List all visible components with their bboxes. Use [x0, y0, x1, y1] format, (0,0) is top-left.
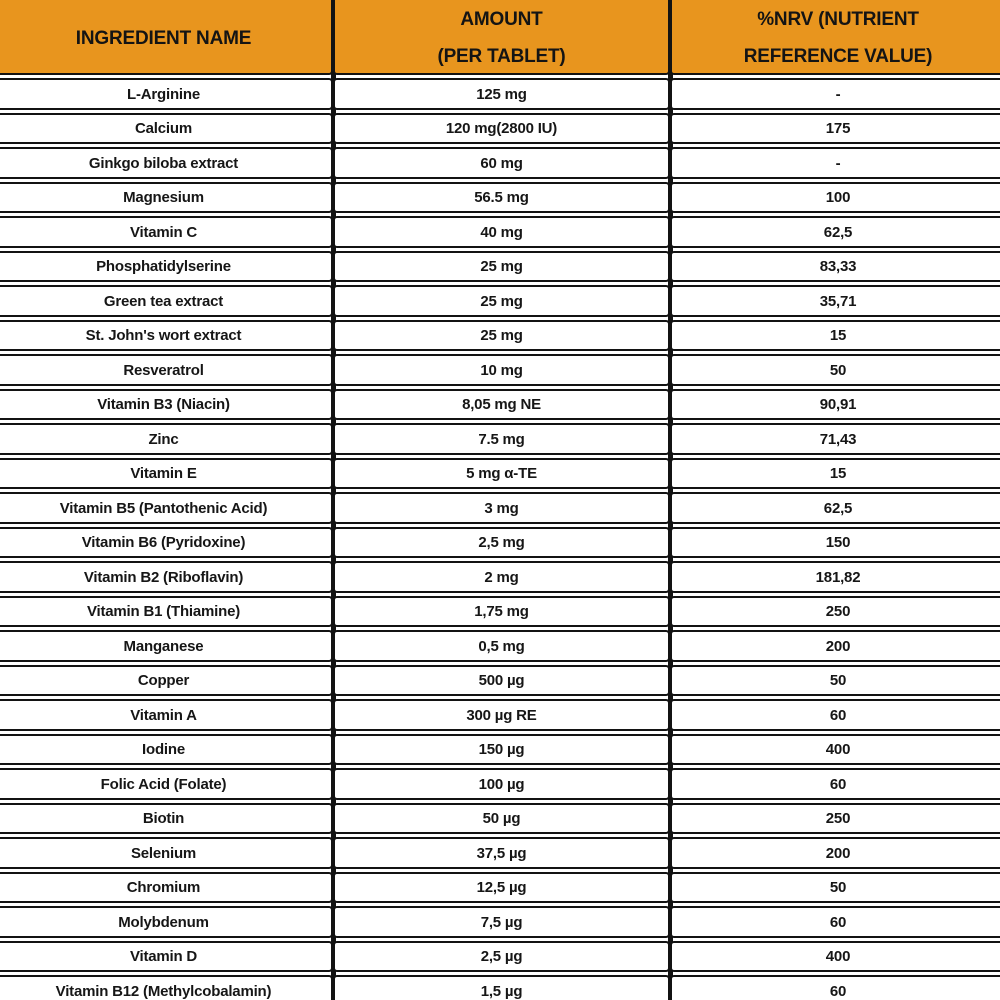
ingredient-name-cell: Vitamin E [0, 458, 333, 490]
ingredient-name-cell: Vitamin B2 (Riboflavin) [0, 561, 333, 593]
table-row [0, 699, 1000, 731]
nrv-cell: 400 [670, 734, 1000, 766]
ingredient-name-cell: Vitamin A [0, 699, 333, 731]
table-row [0, 630, 1000, 662]
amount-cell: 40 mg [333, 216, 670, 248]
nrv-cell: 62,5 [670, 216, 1000, 248]
ingredient-name-cell: Molybdenum [0, 906, 333, 938]
table-row [0, 734, 1000, 766]
ingredient-name-cell: Vitamin B5 (Pantothenic Acid) [0, 492, 333, 524]
ingredient-name-cell: Calcium [0, 113, 333, 145]
table-row [0, 147, 1000, 179]
nrv-cell: 15 [670, 458, 1000, 490]
nrv-cell: 50 [670, 665, 1000, 697]
table-row [0, 113, 1000, 145]
nrv-cell: 60 [670, 975, 1000, 1000]
ingredient-name-cell: L-Arginine [0, 78, 333, 110]
table-row [0, 182, 1000, 214]
table-row [0, 527, 1000, 559]
header-amount [333, 0, 670, 75]
amount-cell: 500 µg [333, 665, 670, 697]
table-row [0, 561, 1000, 593]
header-nrv [670, 0, 1000, 75]
amount-cell: 120 mg(2800 IU) [333, 113, 670, 145]
amount-cell: 125 mg [333, 78, 670, 110]
nrv-cell: 100 [670, 182, 1000, 214]
nrv-cell: 181,82 [670, 561, 1000, 593]
nrv-cell: 250 [670, 596, 1000, 628]
nrv-cell: 200 [670, 837, 1000, 869]
amount-cell: 150 µg [333, 734, 670, 766]
ingredient-name-cell: Copper [0, 665, 333, 697]
table-row [0, 941, 1000, 973]
header-nrv-line2: REFERENCE VALUE) [743, 46, 933, 67]
table-row [0, 975, 1000, 1000]
nrv-cell: 15 [670, 320, 1000, 352]
table-row [0, 768, 1000, 800]
nrv-cell: 175 [670, 113, 1000, 145]
nrv-cell: 60 [670, 768, 1000, 800]
amount-cell: 12,5 µg [333, 872, 670, 904]
amount-cell: 2,5 µg [333, 941, 670, 973]
amount-cell: 7,5 µg [333, 906, 670, 938]
nrv-cell: 60 [670, 699, 1000, 731]
table-row [0, 872, 1000, 904]
table-row [0, 285, 1000, 317]
ingredient-name-cell: St. John's wort extract [0, 320, 333, 352]
ingredient-name-cell: Phosphatidylserine [0, 251, 333, 283]
amount-cell: 2 mg [333, 561, 670, 593]
ingredient-name-cell: Ginkgo biloba extract [0, 147, 333, 179]
nrv-cell: 50 [670, 354, 1000, 386]
header-ingredient-name-label: INGREDIENT NAME [75, 27, 252, 49]
table-row [0, 837, 1000, 869]
ingredient-name-cell: Vitamin B6 (Pyridoxine) [0, 527, 333, 559]
nrv-cell: 83,33 [670, 251, 1000, 283]
table-row [0, 354, 1000, 386]
ingredient-name-cell: Selenium [0, 837, 333, 869]
nrv-cell: 250 [670, 803, 1000, 835]
table-row [0, 492, 1000, 524]
table-row [0, 78, 1000, 110]
amount-cell: 25 mg [333, 320, 670, 352]
amount-cell: 3 mg [333, 492, 670, 524]
table-row [0, 216, 1000, 248]
nrv-cell: 400 [670, 941, 1000, 973]
header-amount-line1: AMOUNT [460, 9, 543, 31]
table-row [0, 803, 1000, 835]
nrv-cell: 90,91 [670, 389, 1000, 421]
ingredient-name-cell: Biotin [0, 803, 333, 835]
ingredient-name-cell: Folic Acid (Folate) [0, 768, 333, 800]
nrv-cell: - [670, 78, 1000, 110]
amount-cell: 50 µg [333, 803, 670, 835]
table-header-row [0, 0, 1000, 75]
amount-cell: 25 mg [333, 251, 670, 283]
header-ingredient-name [0, 0, 333, 75]
ingredient-name-cell: Manganese [0, 630, 333, 662]
amount-cell: 10 mg [333, 354, 670, 386]
amount-cell: 300 µg RE [333, 699, 670, 731]
ingredient-name-cell: Green tea extract [0, 285, 333, 317]
amount-cell: 25 mg [333, 285, 670, 317]
ingredient-name-cell: Vitamin B12 (Methylcobalamin) [0, 975, 333, 1000]
amount-cell: 60 mg [333, 147, 670, 179]
nrv-cell: 60 [670, 906, 1000, 938]
table-row [0, 389, 1000, 421]
amount-cell: 2,5 mg [333, 527, 670, 559]
ingredient-name-cell: Vitamin C [0, 216, 333, 248]
amount-cell: 1,5 µg [333, 975, 670, 1000]
nrv-cell: 200 [670, 630, 1000, 662]
ingredient-name-cell: Magnesium [0, 182, 333, 214]
amount-cell: 7.5 mg [333, 423, 670, 455]
nrv-cell: 50 [670, 872, 1000, 904]
ingredient-name-cell: Vitamin B1 (Thiamine) [0, 596, 333, 628]
nrv-cell: - [670, 147, 1000, 179]
ingredient-name-cell: Vitamin B3 (Niacin) [0, 389, 333, 421]
table-row [0, 596, 1000, 628]
header-amount-line2: (PER TABLET) [437, 46, 566, 67]
ingredient-name-cell: Chromium [0, 872, 333, 904]
amount-cell: 5 mg α-TE [333, 458, 670, 490]
amount-cell: 8,05 mg NE [333, 389, 670, 421]
nrv-cell: 71,43 [670, 423, 1000, 455]
nrv-cell: 62,5 [670, 492, 1000, 524]
table-row [0, 665, 1000, 697]
ingredient-name-cell: Zinc [0, 423, 333, 455]
table-row [0, 458, 1000, 490]
ingredient-name-cell: Iodine [0, 734, 333, 766]
amount-cell: 56.5 mg [333, 182, 670, 214]
table-row [0, 251, 1000, 283]
nrv-cell: 150 [670, 527, 1000, 559]
amount-cell: 0,5 mg [333, 630, 670, 662]
amount-cell: 1,75 mg [333, 596, 670, 628]
table-row [0, 320, 1000, 352]
header-nrv-line1: %NRV (NUTRIENT [757, 9, 919, 31]
amount-cell: 37,5 µg [333, 837, 670, 869]
nrv-cell: 35,71 [670, 285, 1000, 317]
ingredient-name-cell: Resveratrol [0, 354, 333, 386]
amount-cell: 100 µg [333, 768, 670, 800]
ingredient-name-cell: Vitamin D [0, 941, 333, 973]
table-row [0, 423, 1000, 455]
table-row [0, 906, 1000, 938]
